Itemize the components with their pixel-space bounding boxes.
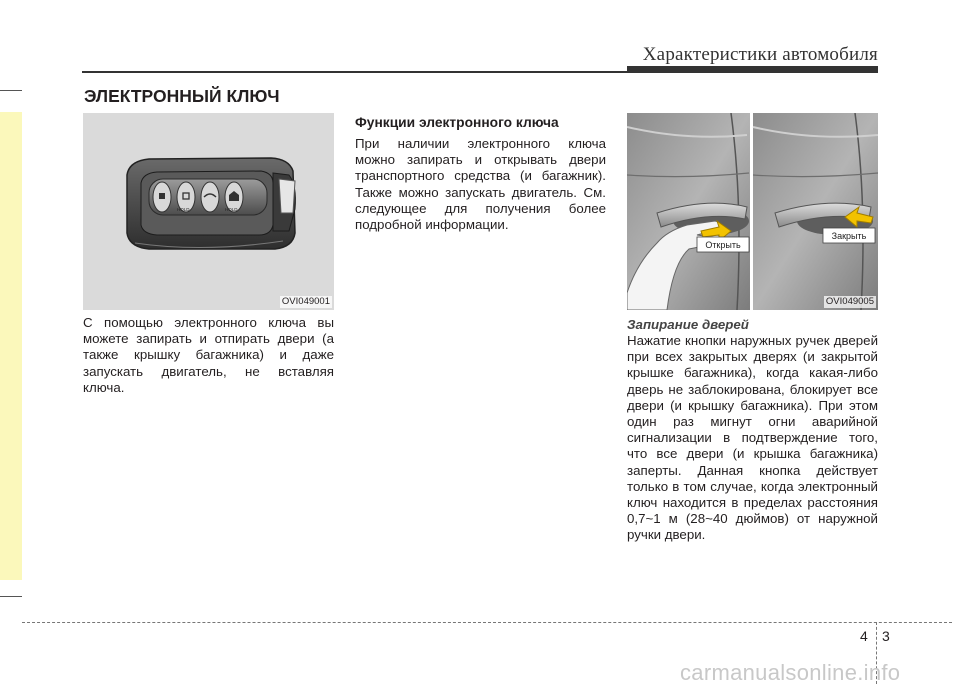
open-label: Открыть — [705, 240, 741, 250]
locking-paragraph: Нажатие кнопки наружных ручек дверей при всех закрытых дверях (и закрытой крышке багажника), когда какая-либо дверь не заблокирована, блокирует все двери (и крышку багажника). При этом один раз мигнут огни аварийной сигнализации в подтверждение того, что все двери (и крышка багажника) заперты. Данная кнопка действует только в том случае, когда электронный ключ находится в пределах расстояния 0,7~1 м (28~40 дюймов) от наружной ручки двери. — [627, 333, 878, 543]
header-rule-accent — [627, 66, 878, 73]
door-handle-illustration — [627, 113, 878, 310]
key-button-label: HOLD — [177, 207, 190, 212]
key-buttons — [149, 179, 267, 215]
figure-code: OVI049005 — [825, 296, 874, 307]
subheading: Запирание дверей — [627, 317, 749, 332]
door-handle-figure — [627, 113, 878, 310]
page-number: 3 — [882, 628, 890, 644]
section-title: ЭЛЕКТРОННЫЙ КЛЮЧ — [84, 86, 280, 106]
key-button-label: HOLD — [225, 207, 238, 212]
watermark: carmanualsonline.info — [680, 660, 901, 685]
smart-key-figure — [83, 113, 334, 310]
subsection-title: Функции электронного ключа — [355, 115, 559, 130]
close-label: Закрыть — [831, 231, 867, 241]
side-tick — [0, 90, 22, 91]
smart-key-illustration — [83, 113, 334, 310]
chapter-number: 4 — [860, 628, 868, 644]
footer-rule — [22, 622, 952, 623]
figure-code: OVI049001 — [281, 296, 330, 307]
side-tab — [0, 112, 22, 580]
side-tick — [0, 596, 22, 597]
functions-paragraph: При наличии электронного ключа можно запирать и открывать двери транспортного средства (и багажник). Также можно запускать двигатель. См. следующее для получения более подробной информации. — [355, 136, 606, 233]
chapter-title: Характеристики автомобиля — [642, 44, 878, 65]
intro-paragraph: С помощью электронного ключа вы можете запирать и отпирать двери (а также крышку багажника) и даже запускать двигатель, не вставляя ключа. — [83, 315, 334, 395]
